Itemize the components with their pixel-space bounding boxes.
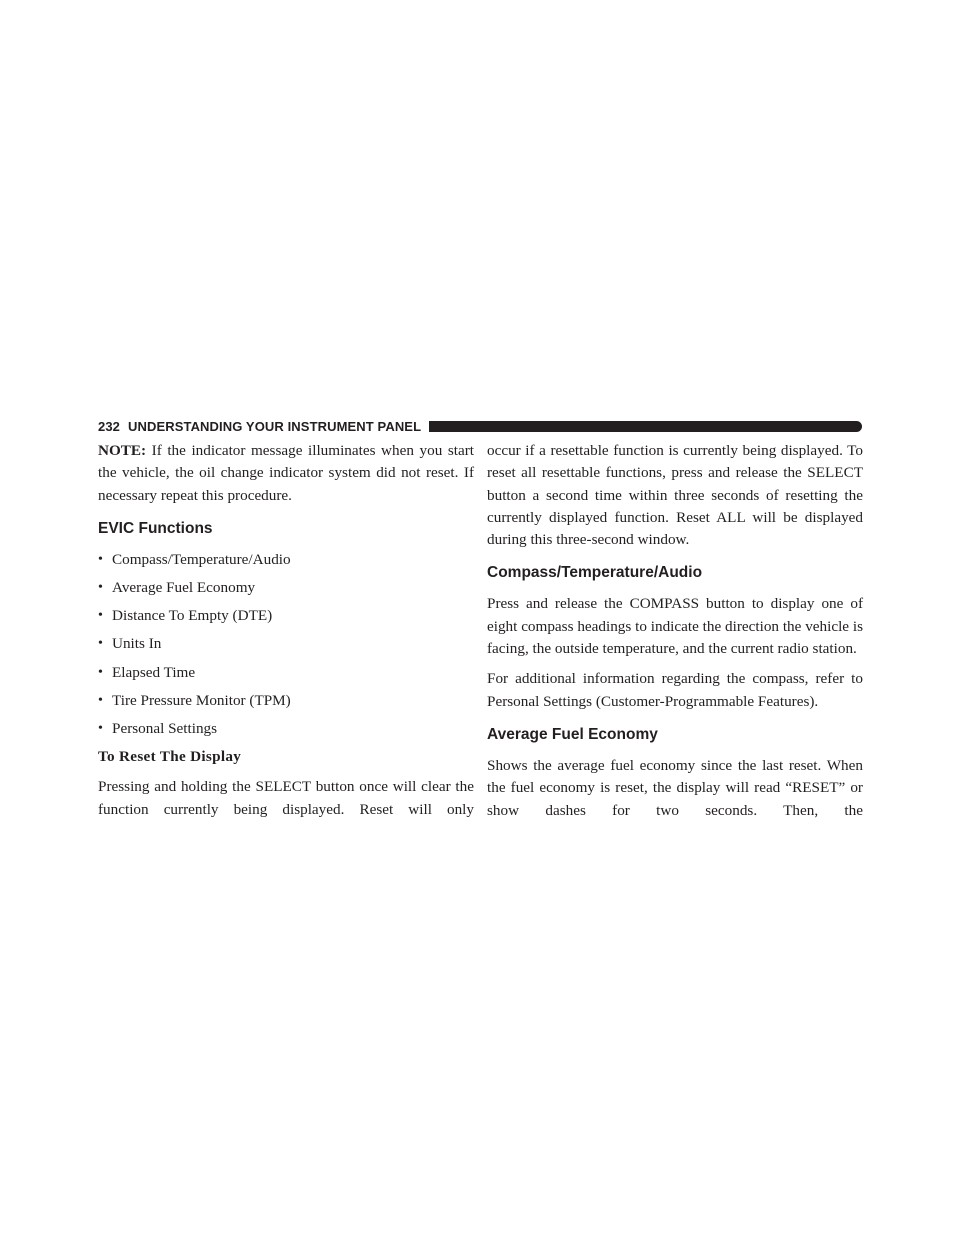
bullet-icon: • [98, 580, 103, 596]
list-item [98, 690, 474, 712]
compass-paragraph: Press and release the COMPASS button to display one of eight compass headings to indicate the direction the vehicle is facing, the outside temperature, and the current radio station. [487, 595, 863, 658]
fuel-economy-paragraph: Shows the average fuel economy since the last reset. When the fuel economy is reset, the display will read “RESET” or show dashes for two seconds. Then, the [487, 756, 863, 819]
note-paragraph [98, 440, 474, 507]
left-column [98, 440, 474, 829]
bullet-icon: • [98, 692, 103, 708]
bullet-icon: • [98, 636, 103, 652]
list-item-label: Tire Pressure Monitor (TPM) [112, 691, 291, 709]
evic-functions-list [98, 549, 474, 740]
evic-functions-heading: EVIC Functions [98, 519, 213, 537]
list-item [98, 577, 474, 599]
section-title: UNDERSTANDING YOUR INSTRUMENT PANEL [128, 418, 422, 434]
list-item-label: Distance To Empty (DTE) [112, 607, 273, 625]
note-text: If the indicator message illuminates when you start the vehicle, the oil change indicator system did not reset. If necessary repeat this procedure. [98, 442, 474, 504]
reset-continued-paragraph: occur if a resettable function is currently being displayed. To reset all resettable functions, press and release the SELECT button a second time within three seconds of resetting the currently displayed function. Reset ALL will be displayed during this three-second window. [487, 442, 863, 549]
bullet-icon: • [98, 664, 103, 680]
right-column [487, 440, 863, 830]
list-item-label: Elapsed Time [112, 663, 196, 681]
list-item [98, 549, 474, 571]
reset-display-paragraph: Pressing and holding the SELECT button once will clear the function currently being displayed. Reset will only [98, 778, 474, 818]
compass-temperature-audio-heading: Compass/Temperature/Audio [487, 564, 703, 582]
list-item [98, 605, 474, 627]
note-label: NOTE: [98, 442, 147, 459]
list-item [98, 662, 474, 684]
header-rule [429, 421, 862, 432]
bullet-icon: • [98, 551, 103, 567]
page-number: 232 [98, 418, 120, 434]
list-item-label: Personal Settings [112, 719, 218, 737]
bullet-icon: • [98, 721, 103, 737]
list-item-label: Units In [112, 635, 162, 653]
average-fuel-economy-heading: Average Fuel Economy [487, 725, 658, 743]
list-item-label: Compass/Temperature/Audio [112, 550, 291, 568]
list-item-label: Average Fuel Economy [112, 578, 256, 596]
reset-display-heading: To Reset The Display [98, 748, 242, 766]
bullet-icon: • [98, 608, 103, 624]
list-item [98, 718, 474, 740]
page-header [98, 416, 862, 436]
compass-reference-paragraph: For additional information regarding the compass, refer to Personal Settings (Customer-Programmable Features). [487, 670, 863, 710]
list-item [98, 633, 474, 655]
